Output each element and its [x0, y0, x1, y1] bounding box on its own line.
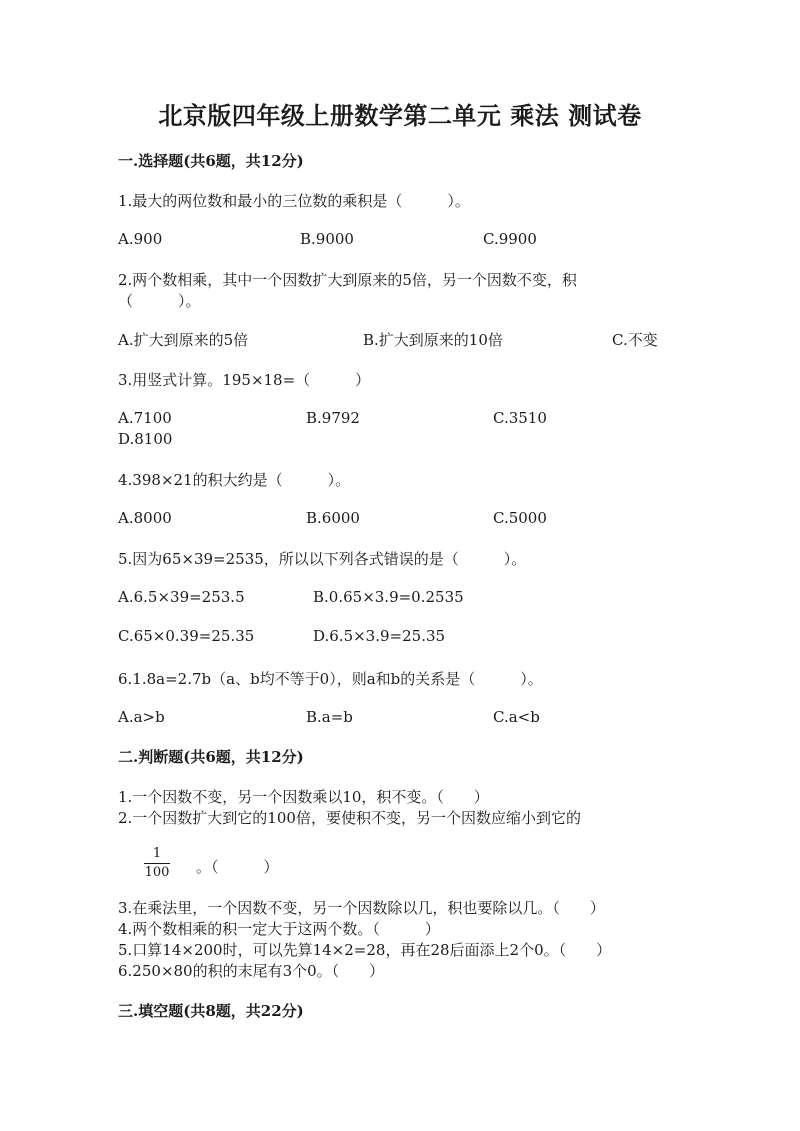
choice-q2-option-c: C.不变 — [612, 331, 658, 349]
choice-q1-option-c: C.9900 — [483, 230, 537, 248]
section-heading-fill: 三.填空题(共8题，共22分) — [118, 1002, 304, 1020]
choice-q1-option-a: A.900 — [118, 230, 163, 248]
choice-q5-option-d: D.6.5×3.9=25.35 — [313, 627, 446, 645]
choice-q5-option-a: A.6.5×39=253.5 — [118, 588, 245, 606]
page-title: 北京版四年级上册数学第二单元 乘法 测试卷 — [158, 101, 642, 130]
fraction-one-hundredth — [142, 846, 172, 881]
choice-question-6: 6.1.8a=2.7b（a、b均不等于0），则a和b的关系是（ ）。 — [118, 670, 543, 688]
choice-q6-option-b: B.a=b — [306, 708, 353, 726]
fraction-bar — [144, 863, 170, 864]
judge-question-5: 5.口算14×200时，可以先算14×2=28，再在28后面添上2个0。（ ） — [118, 941, 612, 959]
choice-question-2-cont: （ ）。 — [118, 292, 201, 310]
judge-question-3: 3.在乘法里，一个因数不变，另一个因数除以几，积也要除以几。（ ） — [118, 899, 605, 917]
choice-q3-option-d: D.8100 — [118, 430, 173, 448]
choice-question-3: 3.用竖式计算。195×18=（ ） — [118, 371, 371, 389]
choice-question-1: 1.最大的两位数和最小的三位数的乘积是（ ）。 — [118, 192, 470, 210]
section-heading-choice: 一.选择题(共6题，共12分) — [118, 152, 304, 170]
choice-q6-option-a: A.a>b — [118, 708, 165, 726]
choice-q3-option-a: A.7100 — [118, 409, 172, 427]
choice-q3-option-b: B.9792 — [306, 409, 360, 427]
fraction-denominator: 100 — [144, 865, 170, 880]
choice-question-2: 2.两个数相乘，其中一个因数扩大到原来的5倍，另一个因数不变，积 — [118, 271, 577, 289]
section-heading-judge: 二.判断题(共6题，共12分) — [118, 748, 304, 766]
choice-q3-option-c: C.3510 — [493, 409, 547, 427]
choice-question-4: 4.398×21的积大约是（ ）。 — [118, 471, 351, 489]
choice-q6-option-c: C.a<b — [493, 708, 540, 726]
choice-q4-option-b: B.6000 — [306, 509, 360, 527]
choice-question-5: 5.因为65×39=2535，所以以下列各式错误的是（ ）。 — [118, 550, 527, 568]
judge-question-6: 6.250×80的积的末尾有3个0。（ ） — [118, 962, 385, 980]
choice-q2-option-b: B.扩大到原来的10倍 — [363, 331, 503, 349]
judge-question-1: 1.一个因数不变，另一个因数乘以10，积不变。（ ） — [118, 788, 489, 806]
choice-q5-option-b: B.0.65×3.9=0.2535 — [313, 588, 464, 606]
judge-question-4: 4.两个数相乘的积一定大于这两个数。（ ） — [118, 920, 440, 938]
choice-q4-option-c: C.5000 — [493, 509, 547, 527]
choice-q2-option-a: A.扩大到原来的5倍 — [118, 331, 249, 349]
choice-q4-option-a: A.8000 — [118, 509, 172, 527]
judge-question-2-tail: 。（ ） — [196, 858, 279, 876]
fraction-numerator: 1 — [152, 846, 162, 861]
choice-q1-option-b: B.9000 — [300, 230, 354, 248]
choice-q5-option-c: C.65×0.39=25.35 — [118, 627, 255, 645]
judge-question-2: 2.一个因数扩大到它的100倍，要使积不变，另一个因数应缩小到它的 — [118, 809, 581, 827]
